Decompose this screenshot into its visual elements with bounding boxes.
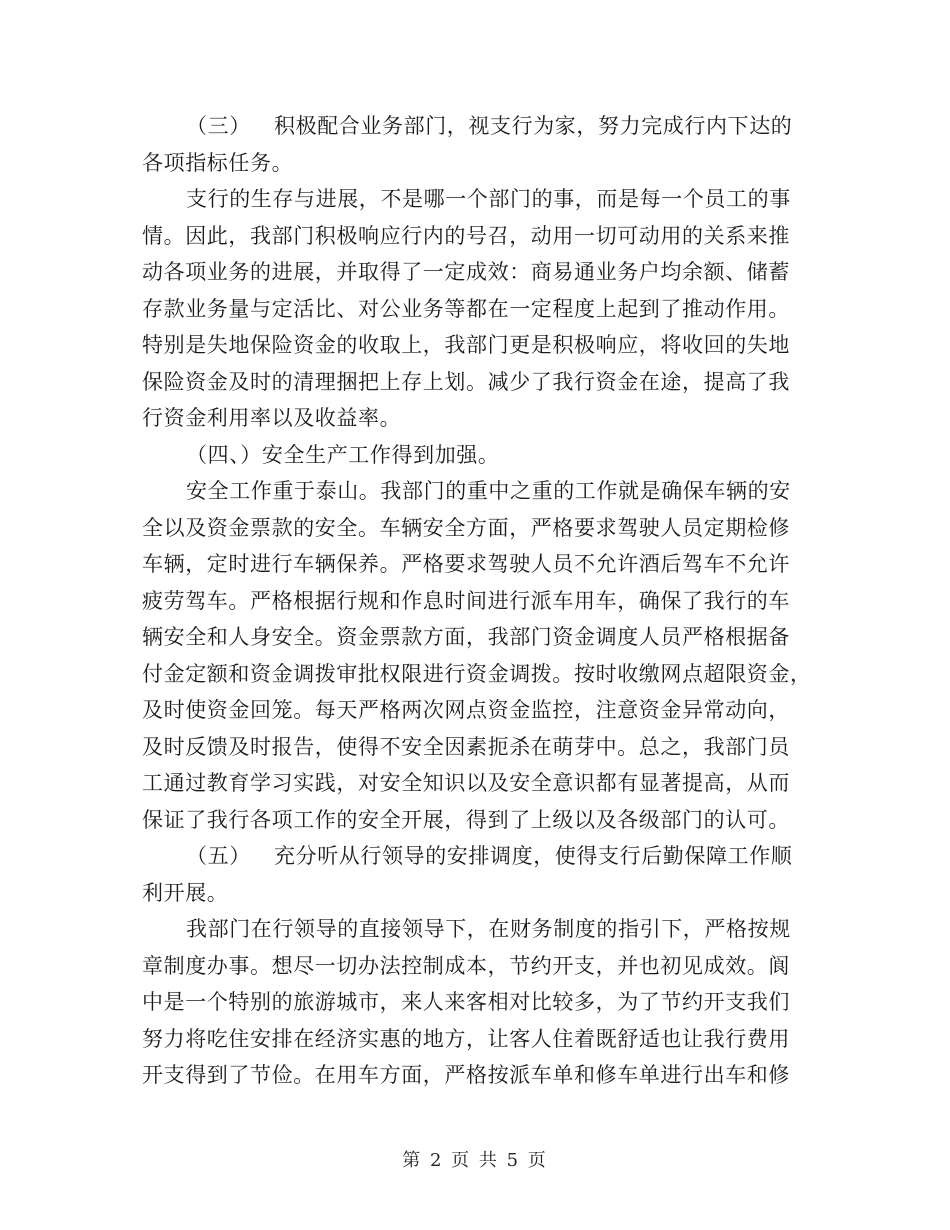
text-line: 车辆，定时进行车辆保养。严格要求驾驶人员不允许酒后驾车不允许 [142, 552, 790, 576]
text-line: 努力将吃住安排在经济实惠的地方，让客人住着既舒适也让我行费用 [142, 1026, 790, 1051]
text-line: 疲劳驾车。严格根据行规和作息时间进行派车用车，确保了我行的车 [142, 588, 790, 613]
text-line: 及时反馈及时报告，使得不安全因素扼杀在萌芽中。总之，我部门员 [142, 734, 790, 759]
text-line: 中是一个特别的旅游城市，来人来客相对比较多，为了节约开支我们 [142, 990, 790, 1014]
text-line: 利开展。 [142, 880, 229, 905]
text-line: 动各项业务的进展，并取得了一定成效：商易通业务户均余额、储蓄 [142, 260, 790, 284]
section-number: （五） [186, 844, 251, 868]
text-line: 及时使资金回笼。每天严格两次网点资金监控，注意资金异常动向， [142, 698, 790, 722]
section-heading-5 [142, 838, 810, 875]
paragraph-start-line: 我部门在行领导的直接领导下，在财务制度的指引下，严格按规 [186, 917, 791, 941]
section-heading-text: 积极配合业务部门，视支行为家，努力完成行内下达的 [274, 114, 793, 138]
page-number-footer: 第 2 页 共 5 页 [402, 1150, 548, 1171]
text-line: 保证了我行各项工作的安全开展，得到了上级以及各级部门的认可。 [142, 807, 790, 832]
paragraph-start-line: 支行的生存与进展，不是哪一个部门的事，而是每一个员工的事 [186, 187, 791, 211]
section-heading-text: 充分听从行领导的安排调度，使得支行后勤保障工作顺 [274, 844, 793, 868]
text-line: 行资金利用率以及收益率。 [142, 406, 402, 430]
section-heading-3 [142, 108, 810, 145]
text-line: 特别是失地保险资金的收取上，我部门更是积极响应，将收回的失地 [142, 333, 790, 357]
text-line: 辆安全和人身安全。资金票款方面，我部门资金调度人员严格根据备 [142, 625, 790, 649]
text-line: 全以及资金票款的安全。车辆安全方面，严格要求驾驶人员定期检修 [142, 515, 790, 540]
text-line: 存款业务量与定活比、对公业务等都在一定程度上起到了推动作用。 [142, 296, 790, 321]
text-line: 付金定额和资金调拨审批权限进行资金调拨。按时收缴网点超限资金， [142, 661, 812, 686]
text-line: 章制度办事。想尽一切办法控制成本，节约开支，并也初见成效。阆 [142, 953, 790, 978]
text-line: 各项指标任务。 [142, 150, 294, 175]
text-line: 保险资金及时的清理捆把上存上划。减少了我行资金在途，提高了我 [142, 369, 790, 394]
document-body [142, 108, 810, 1094]
section-number: （三） [186, 114, 251, 138]
section-heading-4: （四、）安全生产工作得到加强。 [186, 442, 500, 467]
text-line: 情。因此，我部门积极响应行内的号召，动用一切可动用的关系来推 [142, 223, 790, 248]
paragraph-start-line: 安全工作重于泰山。我部门的重中之重的工作就是确保车辆的安 [186, 479, 791, 503]
text-line: 工通过教育学习实践，对安全知识以及安全意识都有显著提高，从而 [142, 771, 790, 795]
text-line: 开支得到了节俭。在用车方面，严格按派车单和修车单进行出车和修 [142, 1063, 790, 1087]
